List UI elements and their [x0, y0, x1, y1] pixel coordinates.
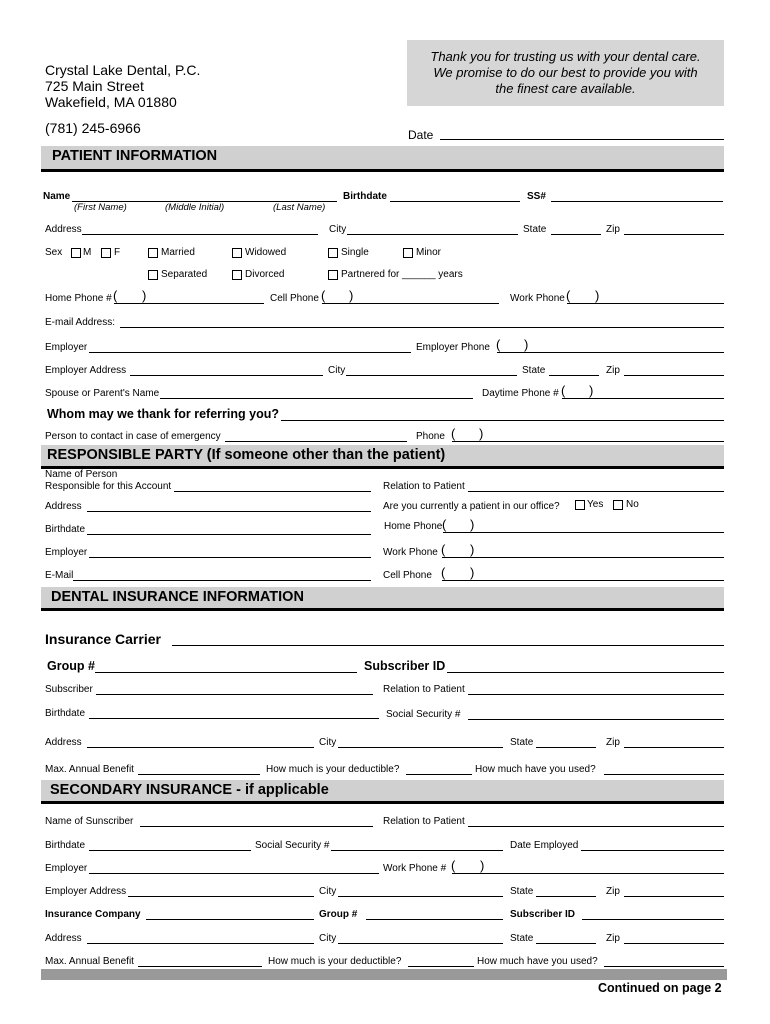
- cell-phone-field[interactable]: [322, 303, 499, 304]
- state-label: State: [523, 224, 547, 235]
- insurance-relation-field[interactable]: [468, 694, 724, 695]
- deductible-label: How much is your deductible?: [266, 764, 400, 775]
- secondary-used-label: How much have you used?: [477, 956, 598, 967]
- work-phone-close-paren: ): [595, 288, 600, 303]
- max-benefit-label: Max. Annual Benefit: [45, 764, 134, 775]
- secondary-address-city-label: City: [319, 933, 337, 944]
- ss-field[interactable]: [551, 201, 723, 202]
- emergency-phone-close-paren: ): [479, 426, 484, 441]
- secondary-zip-label: Zip: [606, 886, 620, 897]
- secondary-subscriber-id-field[interactable]: [582, 919, 724, 920]
- insurance-company-field[interactable]: [146, 919, 314, 920]
- zip-label: Zip: [606, 224, 620, 235]
- insurance-section-title: DENTAL INSURANCE INFORMATION: [51, 589, 304, 605]
- responsible-cell-phone-field[interactable]: [442, 580, 724, 581]
- subscriber-field[interactable]: [96, 694, 373, 695]
- work-phone-label: Work Phone: [510, 293, 565, 304]
- secondary-max-benefit-label: Max. Annual Benefit: [45, 956, 134, 967]
- responsible-home-phone-open-paren: (: [442, 517, 447, 532]
- responsible-relation-label: Relation to Patient: [383, 481, 465, 492]
- married-checkbox[interactable]: [148, 248, 158, 258]
- used-label: How much have you used?: [475, 764, 596, 775]
- responsible-address-label: Address: [45, 501, 82, 512]
- secondary-address-state-field[interactable]: [536, 943, 596, 944]
- partnered-checkbox[interactable]: [328, 270, 338, 280]
- secondary-employer-address-label: Employer Address: [45, 886, 127, 897]
- insurance-state-field[interactable]: [536, 747, 596, 748]
- responsible-work-phone-open-paren: (: [441, 542, 446, 557]
- secondary-deductible-field[interactable]: [408, 966, 474, 967]
- secondary-used-field[interactable]: [604, 966, 724, 967]
- patient-section-title: PATIENT INFORMATION: [52, 148, 218, 164]
- secondary-max-benefit-field[interactable]: [138, 966, 262, 967]
- insurance-ssn-label: Social Security #: [386, 709, 461, 720]
- separated-label: Separated: [161, 269, 208, 280]
- emergency-phone-open-paren: (: [451, 426, 456, 441]
- secondary-address-city-field[interactable]: [338, 943, 503, 944]
- insurance-state-label: State: [510, 737, 534, 748]
- employer-city-label: City: [328, 365, 346, 376]
- max-benefit-field[interactable]: [138, 774, 260, 775]
- emergency-contact-field[interactable]: [225, 441, 407, 442]
- secondary-work-phone-close-paren: ): [480, 858, 485, 873]
- birthdate-label: Birthdate: [343, 191, 387, 202]
- subscriber-label: Subscriber: [45, 684, 93, 695]
- continued-note: Continued on page 2: [598, 981, 722, 995]
- insurance-relation-label: Relation to Patient: [383, 684, 465, 695]
- deductible-field[interactable]: [406, 774, 472, 775]
- home-phone-open-paren: (: [113, 288, 118, 303]
- divorced-checkbox[interactable]: [232, 270, 242, 280]
- secondary-work-phone-label: Work Phone #: [383, 863, 447, 874]
- welcome-line-2: We promise to do our best to provide you with: [433, 65, 698, 80]
- welcome-line-3: the finest care available.: [495, 81, 636, 96]
- insurance-address-label: Address: [45, 737, 82, 748]
- secondary-address-label: Address: [45, 933, 82, 944]
- email-field[interactable]: [120, 327, 724, 328]
- responsible-home-phone-field[interactable]: [443, 532, 724, 533]
- zip-field[interactable]: [624, 234, 724, 235]
- widowed-label: Widowed: [245, 247, 287, 258]
- insurance-address-field[interactable]: [87, 747, 314, 748]
- insurance-ssn-field[interactable]: [468, 719, 724, 720]
- responsible-name-label-1: Name of Person: [45, 469, 118, 480]
- current-patient-no-checkbox[interactable]: [613, 500, 623, 510]
- secondary-work-phone-open-paren: (: [451, 858, 456, 873]
- insurance-city-label: City: [319, 737, 337, 748]
- secondary-address-state-label: State: [510, 933, 534, 944]
- email-label: E-mail Address:: [45, 317, 116, 328]
- date-employed-field[interactable]: [581, 850, 724, 851]
- secondary-relation-field[interactable]: [468, 826, 724, 827]
- city-label: City: [329, 224, 347, 235]
- spouse-label: Spouse or Parent's Name: [45, 388, 160, 399]
- secondary-city-field[interactable]: [338, 896, 503, 897]
- responsible-birthdate-label: Birthdate: [45, 524, 86, 535]
- welcome-box: [407, 40, 724, 106]
- work-phone-open-paren: (: [566, 288, 571, 303]
- employer-address-label: Employer Address: [45, 365, 127, 376]
- emergency-phone-field[interactable]: [452, 441, 724, 442]
- responsible-cell-phone-label: Cell Phone: [383, 570, 432, 581]
- secondary-relation-label: Relation to Patient: [383, 816, 465, 827]
- welcome-line-1: Thank you for trusting us with your dental care.: [430, 49, 701, 64]
- responsible-email-field[interactable]: [73, 580, 371, 581]
- daytime-phone-field[interactable]: [562, 398, 724, 399]
- responsible-name-field[interactable]: [174, 491, 371, 492]
- daytime-phone-close-paren: ): [589, 383, 594, 398]
- employer-label: Employer: [45, 342, 88, 353]
- subscriber-id-label: Subscriber ID: [364, 659, 446, 673]
- middle-initial-hint: (Middle Initial): [165, 202, 225, 213]
- work-phone-field[interactable]: [567, 303, 724, 304]
- current-patient-yes-checkbox[interactable]: [575, 500, 585, 510]
- responsible-work-phone-field[interactable]: [442, 557, 724, 558]
- employer-phone-field[interactable]: [497, 352, 724, 353]
- sex-m-label: M: [83, 247, 92, 258]
- responsible-section-title: RESPONSIBLE PARTY (If someone other than the patient): [47, 447, 446, 463]
- secondary-birthdate-label: Birthdate: [45, 840, 86, 851]
- sex-f-checkbox[interactable]: [101, 248, 111, 258]
- employer-zip-label: Zip: [606, 365, 620, 376]
- home-phone-field[interactable]: [114, 303, 264, 304]
- sex-label: Sex: [45, 247, 63, 258]
- responsible-cell-phone-close-paren: ): [470, 565, 475, 580]
- state-field[interactable]: [551, 234, 601, 235]
- employer-state-field[interactable]: [549, 375, 599, 376]
- secondary-address-zip-label: Zip: [606, 933, 620, 944]
- secondary-work-phone-field[interactable]: [452, 873, 724, 874]
- insurance-carrier-field[interactable]: [172, 645, 724, 646]
- responsible-employer-field[interactable]: [89, 557, 371, 558]
- secondary-employer-label: Employer: [45, 863, 88, 874]
- sex-f-label: F: [114, 247, 121, 258]
- secondary-address-field[interactable]: [87, 943, 314, 944]
- insurance-zip-label: Zip: [606, 737, 620, 748]
- spouse-field[interactable]: [160, 398, 473, 399]
- insurance-company-label: Insurance Company: [45, 909, 141, 920]
- last-name-hint: (Last Name): [273, 202, 326, 213]
- single-label: Single: [341, 247, 369, 258]
- first-name-hint: (First Name): [74, 202, 127, 213]
- city-field[interactable]: [347, 234, 518, 235]
- partnered-label: Partnered for ______ years: [341, 269, 463, 280]
- secondary-employer-address-field[interactable]: [128, 896, 314, 897]
- responsible-work-phone-label: Work Phone: [383, 547, 438, 558]
- referral-field[interactable]: [281, 420, 724, 421]
- date-label: Date: [408, 128, 434, 142]
- practice-phone: (781) 245-6966: [45, 120, 141, 136]
- emergency-contact-label: Person to contact in case of emergency: [45, 431, 221, 442]
- current-patient-label: Are you currently a patient in our office?: [383, 501, 560, 512]
- ss-label: SS#: [527, 191, 546, 202]
- responsible-name-label-2: Responsible for this Account: [45, 481, 172, 492]
- name-label: Name: [43, 191, 71, 202]
- employer-address-field[interactable]: [130, 375, 323, 376]
- cell-phone-close-paren: ): [349, 288, 354, 303]
- employer-phone-label: Employer Phone: [416, 342, 490, 353]
- secondary-ssn-label: Social Security #: [255, 840, 330, 851]
- secondary-zip-field[interactable]: [624, 896, 724, 897]
- secondary-state-label: State: [510, 886, 534, 897]
- employer-phone-close-paren: ): [524, 337, 529, 352]
- insurance-city-field[interactable]: [338, 747, 503, 748]
- insurance-carrier-label: Insurance Carrier: [45, 631, 161, 647]
- current-patient-yes-label: Yes: [587, 499, 604, 510]
- bottom-bar: [41, 969, 727, 980]
- secondary-group-label: Group #: [319, 909, 358, 920]
- secondary-birthdate-field[interactable]: [89, 850, 251, 851]
- practice-street: 725 Main Street: [45, 78, 144, 94]
- practice-name: Crystal Lake Dental, P.C.: [45, 62, 201, 78]
- responsible-employer-label: Employer: [45, 547, 88, 558]
- current-patient-no-label: No: [626, 499, 639, 510]
- address-label: Address: [45, 224, 82, 235]
- secondary-subscriber-id-label: Subscriber ID: [510, 909, 576, 920]
- widowed-checkbox[interactable]: [232, 248, 242, 258]
- emergency-phone-label: Phone: [416, 431, 445, 442]
- responsible-relation-field[interactable]: [468, 491, 724, 492]
- secondary-employer-field[interactable]: [89, 873, 379, 874]
- daytime-phone-open-paren: (: [561, 383, 566, 398]
- home-phone-close-paren: ): [142, 288, 147, 303]
- secondary-section-title: SECONDARY INSURANCE - if applicable: [50, 782, 329, 798]
- date-employed-label: Date Employed: [510, 840, 579, 851]
- group-label: Group #: [47, 659, 95, 673]
- subscriber-id-field[interactable]: [447, 672, 724, 673]
- minor-checkbox[interactable]: [403, 248, 413, 258]
- birthdate-field[interactable]: [390, 201, 520, 202]
- employer-city-field[interactable]: [346, 375, 517, 376]
- responsible-home-phone-close-paren: ): [470, 517, 475, 532]
- divorced-label: Divorced: [245, 269, 285, 280]
- cell-phone-open-paren: (: [321, 288, 326, 303]
- referral-label: Whom may we thank for referring you?: [47, 407, 279, 421]
- employer-phone-open-paren: (: [496, 337, 501, 352]
- employer-zip-field[interactable]: [624, 375, 724, 376]
- daytime-phone-label: Daytime Phone #: [482, 388, 559, 399]
- used-field[interactable]: [604, 774, 724, 775]
- responsible-work-phone-close-paren: ): [470, 542, 475, 557]
- secondary-subscriber-label: Name of Sunscriber: [45, 816, 134, 827]
- responsible-birthdate-field[interactable]: [87, 534, 371, 535]
- responsible-cell-phone-open-paren: (: [441, 565, 446, 580]
- insurance-birthdate-field[interactable]: [89, 718, 379, 719]
- separated-checkbox[interactable]: [148, 270, 158, 280]
- responsible-email-label: E-Mail: [45, 570, 74, 581]
- secondary-state-field[interactable]: [536, 896, 596, 897]
- cell-phone-label: Cell Phone: [270, 293, 319, 304]
- date-field[interactable]: [440, 139, 724, 140]
- address-field[interactable]: [82, 234, 318, 235]
- secondary-deductible-label: How much is your deductible?: [268, 956, 402, 967]
- insurance-birthdate-label: Birthdate: [45, 708, 86, 719]
- secondary-address-zip-field[interactable]: [624, 943, 724, 944]
- employer-field[interactable]: [89, 352, 411, 353]
- minor-label: Minor: [416, 247, 442, 258]
- secondary-subscriber-field[interactable]: [140, 826, 373, 827]
- group-field[interactable]: [95, 672, 357, 673]
- sex-m-checkbox[interactable]: [71, 248, 81, 258]
- employer-state-label: State: [522, 365, 546, 376]
- single-checkbox[interactable]: [328, 248, 338, 258]
- responsible-address-field[interactable]: [87, 511, 371, 512]
- secondary-group-field[interactable]: [366, 919, 503, 920]
- responsible-home-phone-label: Home Phone: [384, 521, 443, 532]
- secondary-ssn-field[interactable]: [331, 850, 503, 851]
- home-phone-label: Home Phone #: [45, 293, 112, 304]
- secondary-city-label: City: [319, 886, 337, 897]
- married-label: Married: [161, 247, 195, 258]
- insurance-zip-field[interactable]: [624, 747, 724, 748]
- practice-city: Wakefield, MA 01880: [45, 94, 177, 110]
